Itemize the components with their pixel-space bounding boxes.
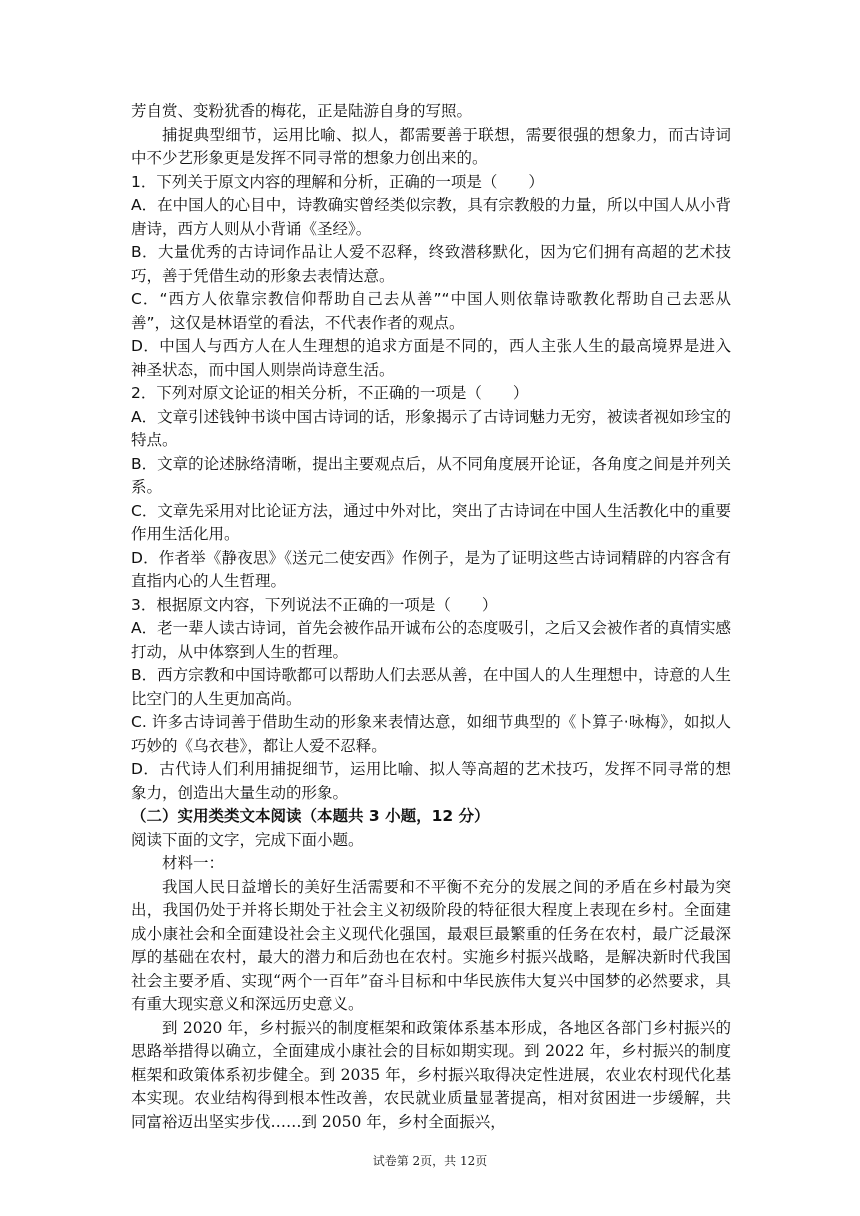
paragraph: C. 许多古诗词善于借助生动的形象来表情达意，如细节典型的《卜算子·咏梅》，如拟人巧妙的《乌衣巷》，都让人爱不忍释。 (131, 713, 731, 755)
paragraph: （二）实用类类文本阅读（本题共 3 小题，12 分） (131, 807, 490, 825)
paragraph: B．文章的论述脉络清晰，提出主要观点后，从不同角度展开论证，各角度之间是并列关系。 (131, 454, 731, 496)
paragraph: D．古代诗人们利用捕捉细节，运用比喻、拟人等高超的艺术技巧，发挥不同寻常的想象力，创造出大量生动的形象。 (131, 760, 731, 802)
paragraph: D．中国人与西方人在人生理想的追求方面是不同的，西人主张人生的最高境界是进入神圣状态，而中国人则崇尚诗意生活。 (131, 337, 731, 379)
paragraph: C．“西方人依靠宗教信仰帮助自己去从善”“中国人则依靠诗歌教化帮助自己去恶从善”，这仅是林语堂的看法，不代表作者的观点。 (131, 290, 731, 332)
paragraph: 捕捉典型细节，运用比喻、拟人，都需要善于联想，需要很强的想象力，而古诗词中不少艺形象更是发挥不同寻常的想象力创出来的。 (131, 125, 731, 167)
paragraph: 3．根据原文内容，下列说法不正确的一项是（ ） (131, 595, 498, 614)
paragraph: B．西方宗教和中国诗歌都可以帮助人们去恶从善，在中国人的人生理想中，诗意的人生比空门的人生更加高尚。 (131, 666, 731, 708)
document-body (131, 100, 731, 1134)
paragraph: 芳自赏、变粉犹香的梅花，正是陆游自身的写照。 (131, 102, 473, 120)
page-footer: 试卷第 2页，共 12页 (372, 1154, 488, 1168)
paragraph: A．在中国人的心目中，诗教确实曾经类似宗教，具有宗教般的力量，所以中国人从小背唐诗，西方人则从小背诵《圣经》。 (131, 196, 731, 238)
paragraph: 2．下列对原文论证的相关分析，不正确的一项是（ ） (131, 384, 529, 402)
paragraph: 1．下列关于原文内容的理解和分析，正确的一项是（ ） (131, 172, 544, 191)
paragraph: 到 2020 年，乡村振兴的制度框架和政策体系基本形成，各地区各部门乡村振兴的思路举措得以确立，全面建成小康社会的目标如期实现。到 2022 年，乡村振兴的制度框架和政策体系初步健全。到 2035 年，乡村振兴取得决定性进展，农业农村现代化基本实现。农业结构得到根本性改善，农民就业质量显著提高，相对贫困进一步缓解，共同富裕迈出坚实步伐……到 2050 年，乡村全面振兴， (131, 1018, 731, 1131)
paragraph: B．大量优秀的古诗词作品让人爱不忍释，终致潜移默化，因为它们拥有高超的艺术技巧，善于凭借生动的形象去表情达意。 (131, 243, 731, 285)
paragraph: D．作者举《静夜思》《送元二使安西》作例子，是为了证明这些古诗词精辟的内容含有直指内心的人生哲理。 (131, 548, 731, 590)
paragraph: 我国人民日益增长的美好生活需要和不平衡不充分的发展之间的矛盾在乡村最为突出，我国仍处于并将长期处于社会主义初级阶段的特征很大程度上表现在乡村。全面建成小康社会和全面建设社会主义现代化强国，最艰巨最繁重的任务在农村，最广泛最深厚的基础在农村，最大的潜力和后劲也在农村。实施乡村振兴战略，是解决新时代我国社会主要矛盾、实现“两个一百年”奋斗目标和中华民族伟大复兴中国梦的必然要求，具有重大现实意义和深远历史意义。 (131, 877, 731, 1013)
paragraph: C．文章先采用对比论证方法，通过中外对比，突出了古诗词在中国人生活教化中的重要作用生活化用。 (131, 501, 731, 543)
paragraph: 阅读下面的文字，完成下面小题。 (131, 830, 364, 849)
paragraph: A．老一辈人读古诗词，首先会被作品开诚布公的态度吸引，之后又会被作者的真情实感打动，从中体察到人生的哲理。 (131, 619, 731, 661)
paragraph: 材料一： (162, 854, 225, 872)
paragraph: A．文章引述钱钟书谈中国古诗词的话，形象揭示了古诗词魅力无穷，被读者视如珍宝的特点。 (131, 407, 731, 449)
